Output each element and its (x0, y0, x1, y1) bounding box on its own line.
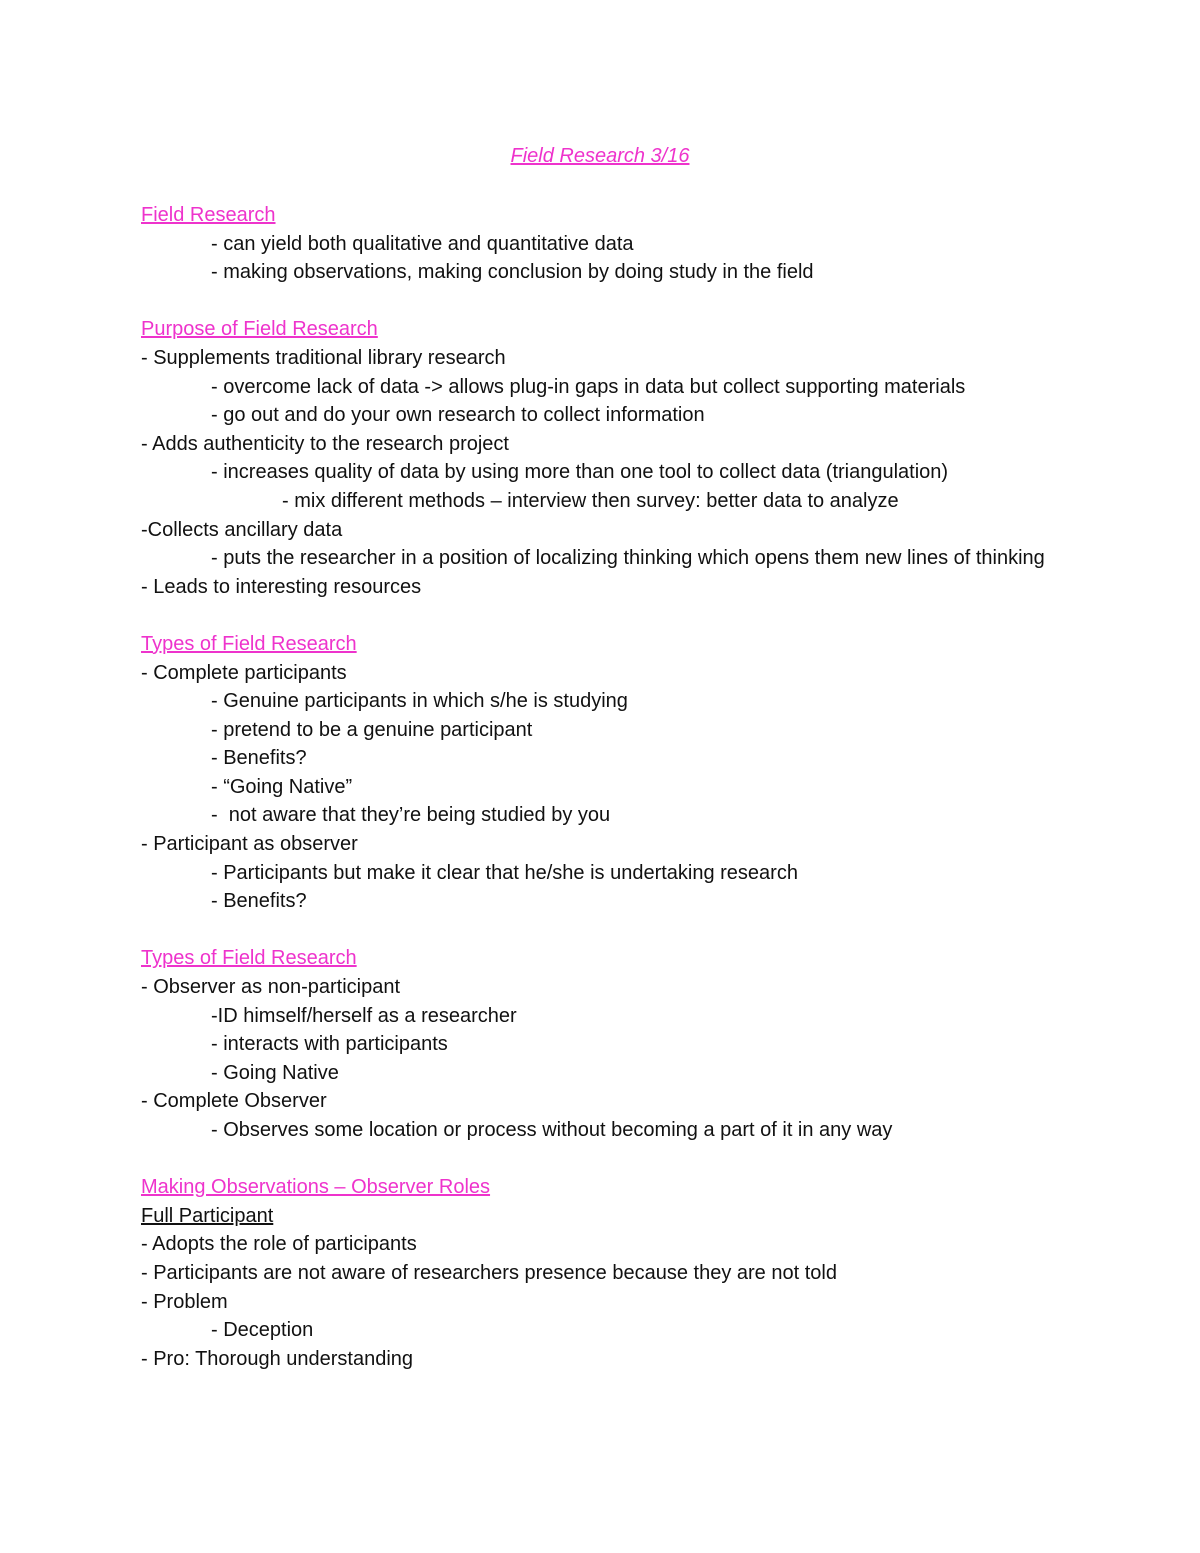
bullet-line: - Observer as non-participant (141, 976, 401, 999)
bullet-line: - overcome lack of data -> allows plug-in gaps in data but collect supporting materials (211, 375, 966, 398)
bullet-line: - Complete Observer (141, 1090, 327, 1113)
bullet-line: - Pro: Thorough understanding (141, 1347, 414, 1370)
bullet-line: -ID himself/herself as a researcher (211, 1004, 517, 1027)
bullet-line: - increases quality of data by using more than one tool to collect data (triangulation) (211, 461, 949, 484)
section-heading: Types of Field Research (141, 947, 357, 970)
bullet-line: - Problem (141, 1290, 228, 1313)
document-body (141, 201, 1071, 1373)
bullet-line: - interacts with participants (211, 1033, 448, 1056)
bullet-line: - Going Native (211, 1061, 339, 1084)
bullet-line: - puts the researcher in a position of localizing thinking which opens them new lines of thinking (211, 547, 1045, 570)
bullet-line: - Benefits? (211, 747, 307, 770)
bullet-line: - “Going Native” (211, 775, 353, 798)
section-gap (141, 287, 1071, 316)
section-gap (141, 601, 1071, 630)
bullet-line: - Genuine participants in which s/he is studying (211, 690, 628, 713)
bullet-line: - Participant as observer (141, 833, 358, 856)
bullet-line: - Supplements traditional library research (141, 346, 506, 369)
bullet-line: - can yield both qualitative and quantitative data (211, 232, 634, 255)
bullet-line: - Participants are not aware of researchers presence because they are not told (141, 1261, 837, 1284)
document-title: Field Research 3/16 (510, 145, 690, 167)
bullet-line: - Complete participants (141, 661, 347, 684)
bullet-line: - Observes some location or process without becoming a part of it in any way (211, 1119, 893, 1141)
bullet-line: - Adds authenticity to the research project (141, 432, 509, 455)
section-gap (141, 916, 1071, 945)
bullet-line: - Deception (211, 1319, 314, 1342)
section-subheading: Full Participant (141, 1204, 274, 1227)
bullet-line: - not aware that they’re being studied by you (211, 804, 611, 827)
bullet-line: - Leads to interesting resources (141, 575, 422, 598)
section-gap (141, 1145, 1071, 1174)
bullet-line: - Benefits? (211, 890, 307, 913)
section-heading: Types of Field Research (141, 632, 357, 655)
section-heading: Field Research (141, 204, 276, 226)
bullet-line: - Adopts the role of participants (141, 1233, 417, 1256)
section-heading: Making Observations – Observer Roles (141, 1176, 491, 1199)
bullet-line: -Collects ancillary data (141, 518, 343, 541)
bullet-line: - mix different methods – interview then survey: better data to analyze (282, 489, 899, 512)
section-heading: Purpose of Field Research (141, 318, 378, 341)
bullet-line: - pretend to be a genuine participant (211, 718, 533, 741)
bullet-line: - go out and do your own research to collect information (211, 404, 705, 427)
bullet-line: - making observations, making conclusion by doing study in the field (211, 261, 814, 284)
bullet-line: - Participants but make it clear that he/she is undertaking research (211, 861, 798, 884)
